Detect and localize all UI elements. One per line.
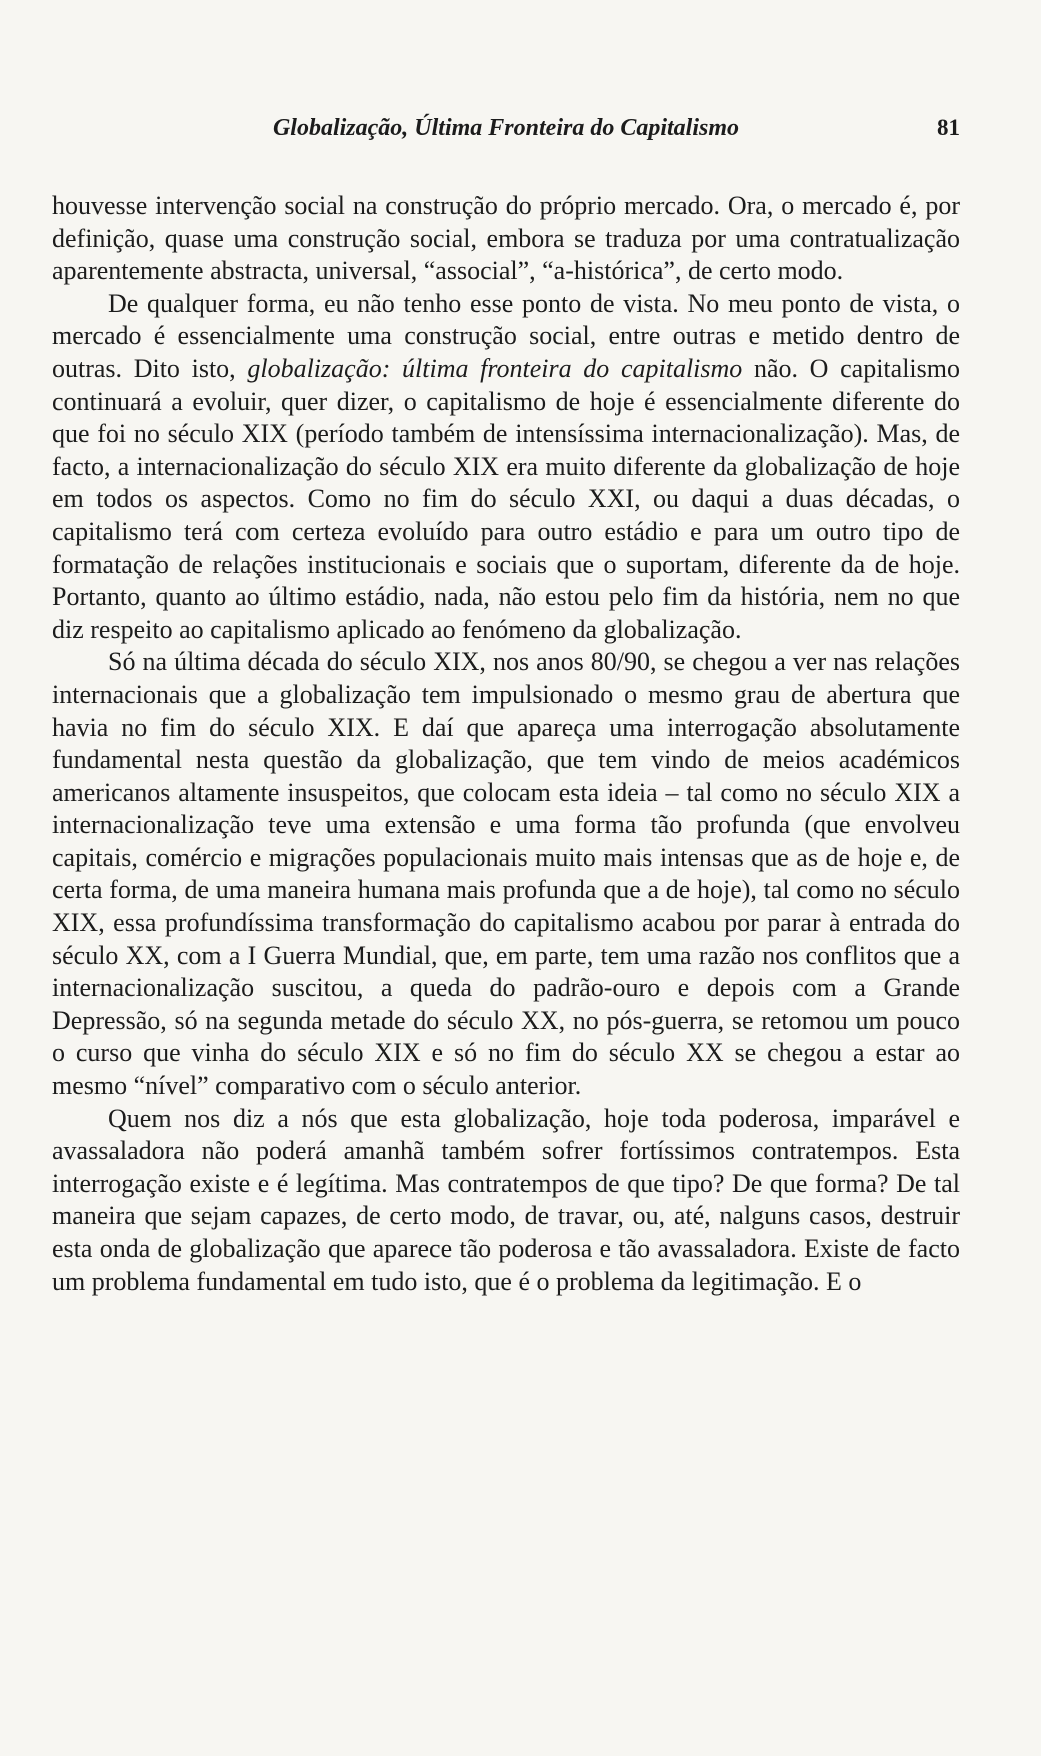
paragraph-1: houvesse intervenção social na construção do próprio mercado. Ora, o mercado é, por definição, quase uma construção social, embora se traduza por uma contratualização aparentemente abstracta, universal, “associal”, “a-histórica”, de certo modo. xyxy=(52,191,960,286)
paragraph-4: Quem nos diz a nós que esta globalização, hoje toda poderosa, imparável e avassaladora não poderá amanhã também sofrer fortíssimos contratempos. Esta interrogação existe e é legítima. Mas contratempos de que tipo? De que forma? De tal maneira que sejam capazes, de certo modo, de travar, ou, até, nalguns casos, destruir esta onda de globalização que aparece tão poderosa e tão avassaladora. Existe de facto um problema fundamental em tudo isto, que é o problema da legitimação. E o xyxy=(52,1103,960,1296)
paragraph-2-text-after: não. O capitalismo continuará a evoluir, quer dizer, o capitalismo de hoje é essencialmente diferente do que foi no século XIX (período também de intensíssima internacionalização). Mas, de facto, a internacionalização do século XIX era muito diferente da globalização de hoje em todos os aspectos. Como no fim do século XXI, ou daqui a duas décadas, o capitalismo terá com certeza evoluído para outro estádio e para um outro tipo de formatação de relações institucionais e sociais que o suportam, diferente da de hoje. Portanto, quanto ao último estádio, nada, não estou pelo fim da história, nem no que diz respeito ao capitalismo aplicado ao fenómeno da globalização. xyxy=(52,353,960,644)
body-text xyxy=(52,190,960,1298)
paragraph-2 xyxy=(52,288,960,647)
paragraph-2-text-before: De qualquer forma, eu não tenho esse ponto de vista. No meu ponto de vista, o mercado é essencialmente uma construção social, entre outras e metido dentro de outras. Dito isto, xyxy=(52,288,960,383)
running-title: Globalização, Última Fronteira do Capitalismo xyxy=(272,115,740,141)
page-number: 81 xyxy=(937,115,960,140)
paragraph-3: Só na última década do século XIX, nos anos 80/90, se chegou a ver nas relações internacionais que a globalização tem impulsionado o mesmo grau de abertura que havia no fim do século XIX. E daí que apareça uma interrogação absolutamente fundamental nesta questão da globalização, que tem vindo de meios académicos americanos altamente insuspeitos, que colocam esta ideia – tal como no século XIX a internacionalização teve uma extensão e uma forma tão profunda (que envolveu capitais, comércio e migrações populacionais muito mais intensas que as de hoje e, de certa forma, de uma maneira humana mais profunda que a de hoje), tal como no século XIX, essa profundíssima transformação do capitalismo acabou por parar à entrada do século XX, com a I Guerra Mundial, que, em parte, tem uma razão nos conflitos que a internacionalização suscitou, a queda do padrão-ouro e depois com a Grande Depressão, só na segunda metade do século XX, no pós-guerra, se retomou um pouco o curso que vinha do século XIX e só no fim do século XX se chegou a estar ao mesmo “nível” comparativo com o século anterior. xyxy=(52,647,960,1101)
running-header xyxy=(52,108,960,148)
paragraph-2-emphasis: globalização: última fronteira do capitalismo xyxy=(247,353,743,383)
